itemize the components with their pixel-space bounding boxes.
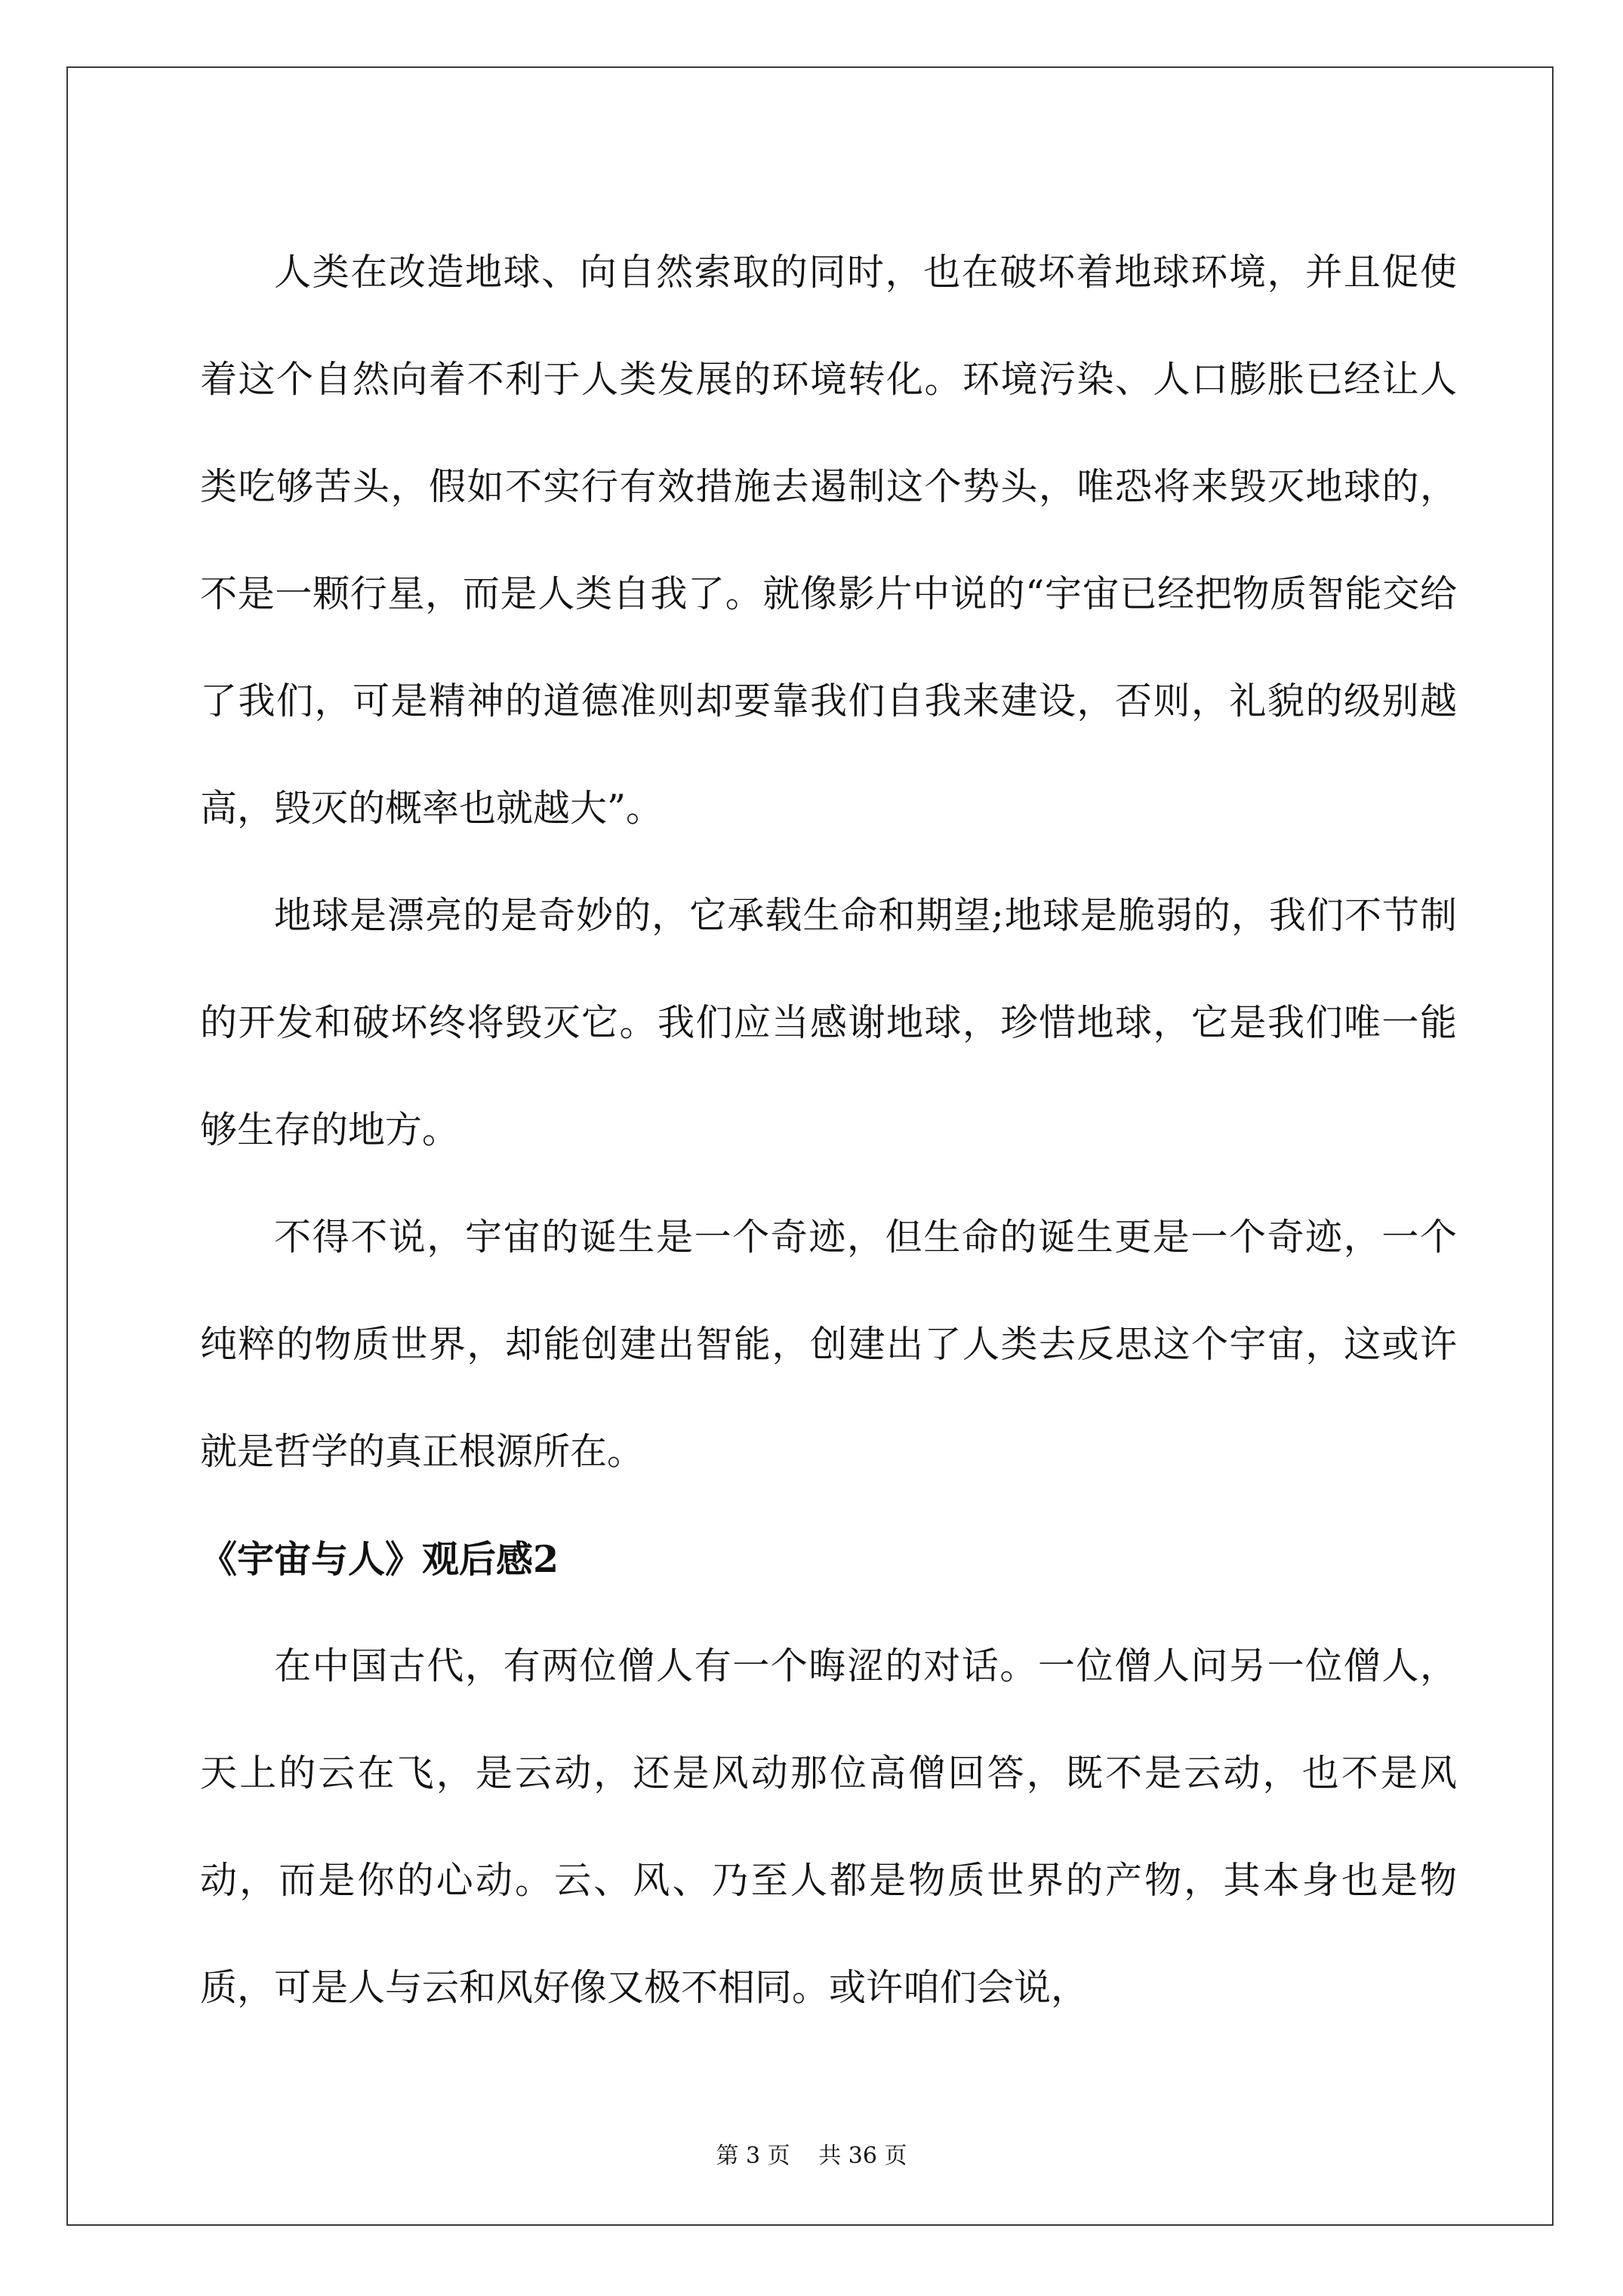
document-body (200, 219, 1457, 2042)
page-number: 第 3 页 (716, 2143, 790, 2169)
page-footer (0, 2137, 1623, 2170)
page-total: 共 36 页 (818, 2143, 907, 2169)
paragraph-4: 在中国古代，有两位僧人有一个晦涩的对话。一位僧人问另一位僧人，天上的云在飞，是云动，还是风动那位高僧回答，既不是云动，也不是风动，而是你的心动。云、风、乃至人都是物质世界的产物，其本身也是物质，可是人与云和风好像又极不相同。或许咱们会说， (200, 1644, 1457, 2009)
paragraph-3: 不得不说，宇宙的诞生是一个奇迹，但生命的诞生更是一个奇迹，一个纯粹的物质世界，却能创建出智能，创建出了人类去反思这个宇宙，这或许就是哲学的真正根源所在。 (200, 1216, 1457, 1473)
paragraph-2: 地球是漂亮的是奇妙的，它承载生命和期望;地球是脆弱的，我们不节制的开发和破坏终将毁灭它。我们应当感谢地球，珍惜地球，它是我们唯一能够生存的地方。 (200, 894, 1457, 1151)
paragraph-1: 人类在改造地球、向自然索取的同时，也在破坏着地球环境，并且促使着这个自然向着不利于人类发展的环境转化。环境污染、人口膨胀已经让人类吃够苦头，假如不实行有效措施去遏制这个势头，唯恐将来毁灭地球的，不是一颗行星，而是人类自我了。就像影片中说的“宇宙已经把物质智能交给了我们，可是精神的道德准则却要靠我们自我来建设，否则，礼貌的级别越高，毁灭的概率也就越大”。 (200, 251, 1457, 830)
section-heading: 《宇宙与人》观后感2 (200, 1537, 559, 1581)
